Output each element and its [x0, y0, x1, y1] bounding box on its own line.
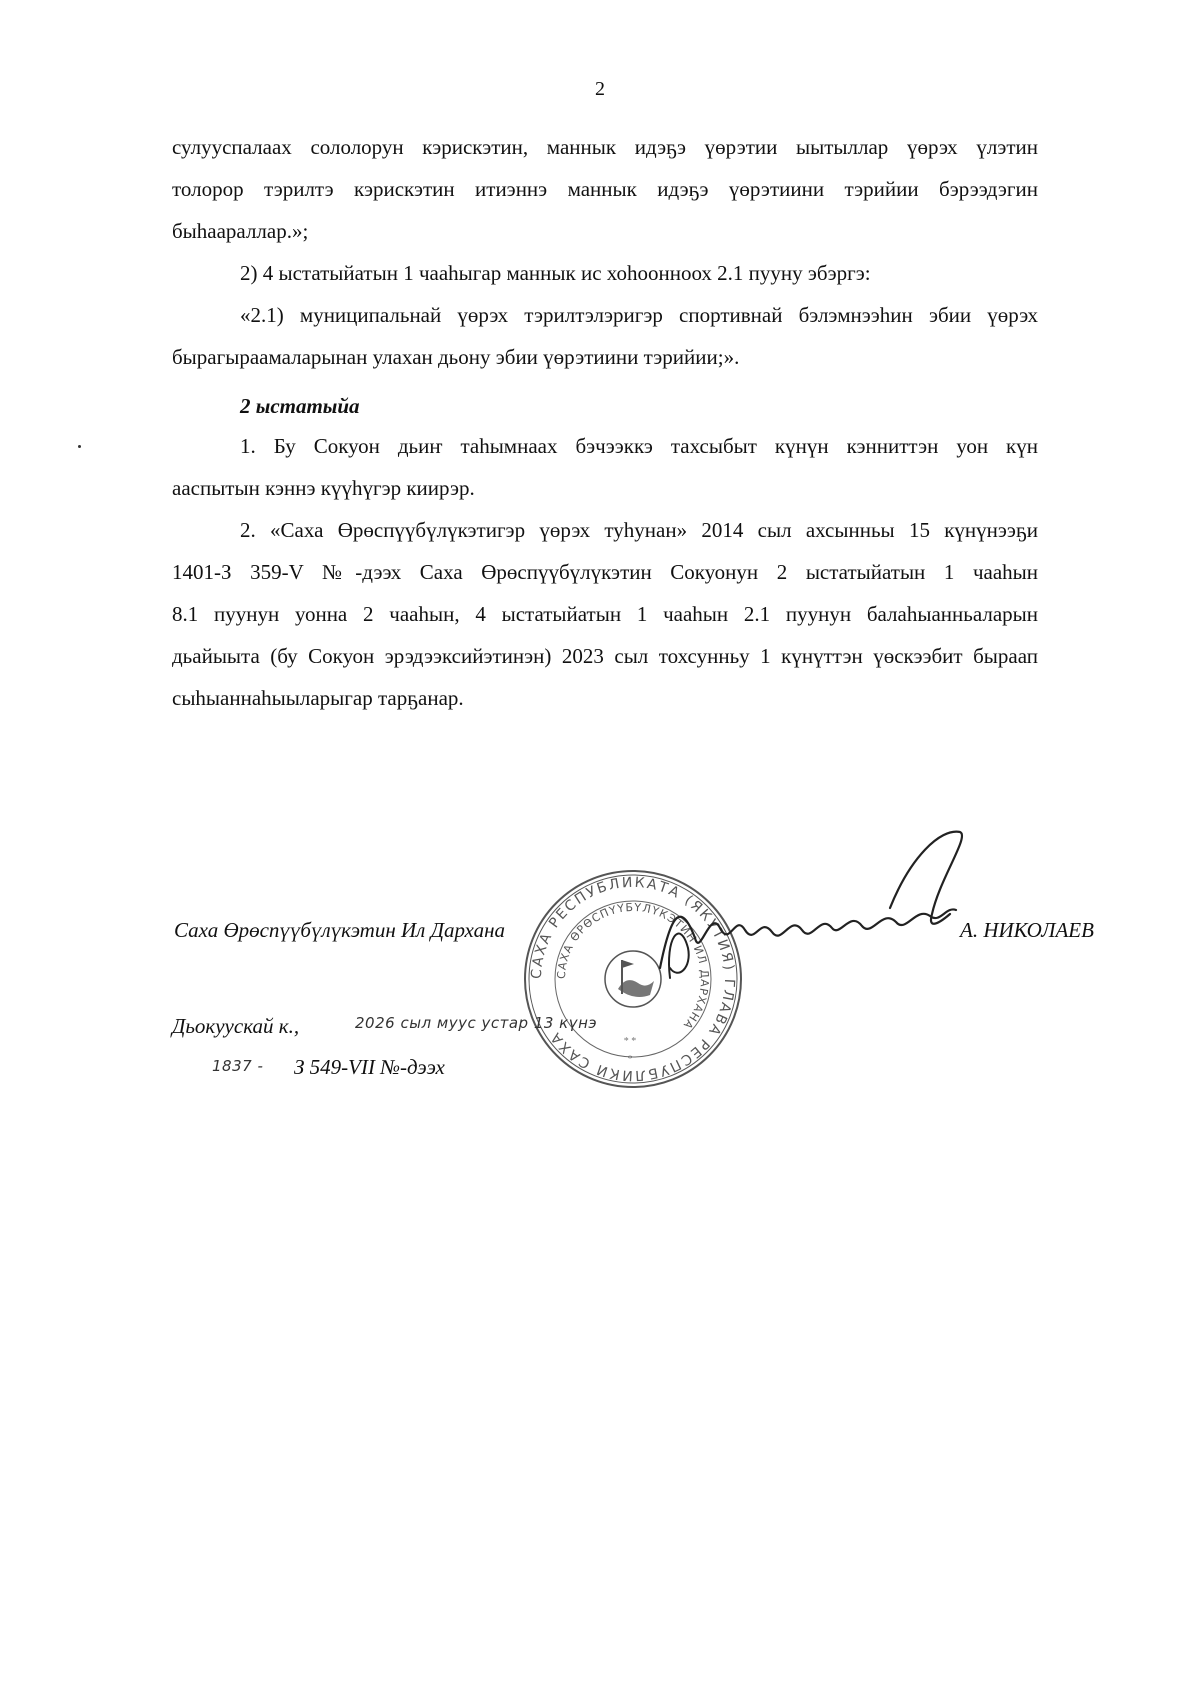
paragraph-amendment-item: 2) 4 ыстатыйатын 1 чааһыгар маннык ис хоһоонноох 2.1 пууну эбэргэ: — [240, 261, 871, 285]
article-2-text — [172, 425, 1038, 719]
text-line: дьайыыта (бу Сокуон эрэдээксийэтинэн) 2023 сыл тохсунньу 1 күнүттэн үөскээбит быраап — [172, 644, 1038, 668]
text-line: быһаараллар.»; — [172, 219, 309, 243]
text-line: ааспытын кэннэ күүһүгэр киирэр. — [172, 476, 475, 500]
seal-inner-text: САХА ӨРӨСПҮҮБҮЛҮКЭТИН ИЛ ДАРХАНА — [554, 900, 712, 1032]
paragraph-amendment-text — [172, 294, 1038, 378]
paragraph-continuation — [172, 126, 1038, 252]
article-heading-wrapper — [172, 394, 360, 419]
signature-block — [0, 870, 1200, 1130]
article-heading: 2 ыстатыйа — [240, 394, 360, 418]
place-date-label: Дьокуускай к., — [172, 1014, 300, 1038]
text-line: 1401-З 359-V №-дээх Саха Өрөспүүбүлүкэтин Сокуонун 2 ыстатыйатын 1 чааһын — [172, 560, 1038, 584]
text-line: «2.1) муниципальнай үөрэх тэрилтэлэригэр спортивнай бэлэмнээһин эбии үөрэх — [240, 303, 1038, 327]
text-line: 8.1 пуунун уонна 2 чааһын, 4 ыстатыйатын 1 чааһын 2.1 пуунун балаһыанньаларын — [172, 602, 1038, 626]
text-line: сулууспалаах сололорун кэрискэтин, маннык идэҕэ үөрэтии ыытыллар үөрэх үлэтин — [172, 135, 1038, 159]
signer-name: А. НИКОЛАЕВ — [960, 918, 1094, 942]
text-line: 2. «Саха Өрөспүүбүлүкэтигэр үөрэх туһунан» 2014 сыл ахсынньы 15 күнүнээҕи — [240, 518, 1038, 542]
signer-title: Саха Өрөспүүбүлүкэтин Ил Дархана — [174, 918, 505, 942]
handwritten-date: 2026 сыл муус устар 13 күнэ — [355, 1014, 598, 1032]
handwritten-signature-icon — [640, 818, 1020, 998]
svg-text:* *: * * — [623, 1036, 637, 1047]
svg-text:*: * — [627, 1054, 633, 1065]
paragraph-article2-item2 — [172, 509, 1038, 719]
text-line: толорор тэрилтэ кэрискэтин итиэннэ маннык идэҕэ үөрэтиини тэрийии бэрээдэгин — [172, 177, 1038, 201]
text-line: 1. Бу Сокуон дьиҥ таһымнаах бэчээккэ тахсыбыт күнүн кэнниттэн уон күн — [240, 434, 1038, 458]
handwritten-number: 1837 - — [212, 1057, 264, 1075]
paragraph-article2-item1 — [172, 425, 1038, 509]
seal-outer-text: САХА РЕСПУБЛИКАТА (ЯКУТИЯ) ГЛАВА РЕСПУБЛИКИ САХА — [528, 874, 738, 1084]
text-line: сыһыаннаһыыларыгар тарҕанар. — [172, 686, 464, 710]
document-number: З 549-VII №-дээх — [294, 1055, 445, 1079]
scan-mark — [78, 445, 81, 448]
page-number: 2 — [595, 78, 605, 100]
text-line: бырагыраамаларынан улахан дьону эбии үөрэтиини тэрийии;». — [172, 345, 740, 369]
continued-text-block — [172, 126, 1038, 378]
